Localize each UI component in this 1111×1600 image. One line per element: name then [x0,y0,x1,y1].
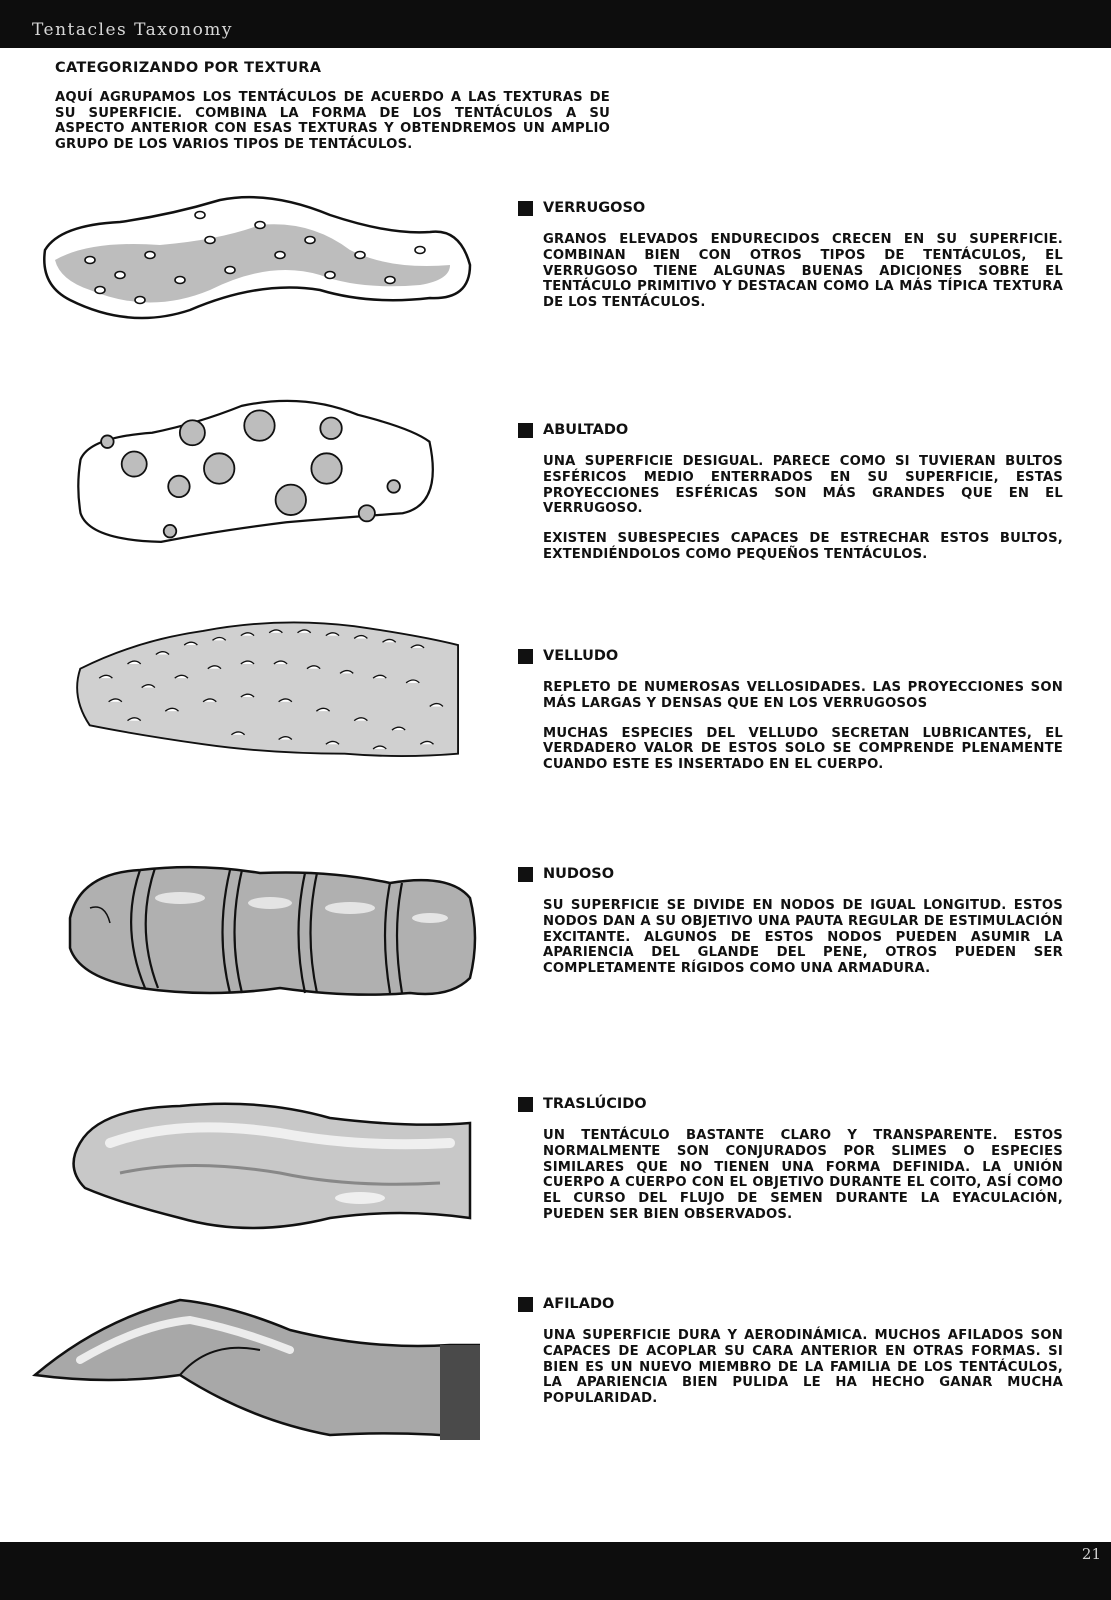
header-bar [0,0,1111,48]
abultado-label: ABULTADO [518,422,628,438]
bullet-square-icon [518,1097,533,1112]
intro-paragraph: AQUÍ AGRUPAMOS LOS TENTÁCULOS DE ACUERDO A LAS TEXTURAS DE SU SUPERFICIE. COMBINA LA FORMA DE LOS TENTÁCULOS A SU ASPECTO ANTERIOR CON ESAS TEXTURAS Y OBTENDREMOS UN AMPLIO GRUPO DE LOS VARIOS TIPOS DE TENTÁCULOS. [55,90,610,152]
verrugoso-illustration [30,180,480,350]
traslucido-label: TRASLÚCIDO [518,1096,647,1112]
page-header-title: Tentacles Taxonomy [32,20,234,40]
afilado-description: UNA SUPERFICIE DURA Y AERODINÁMICA. MUCHOS AFILADOS SON CAPACES DE ACOPLAR SU CARA ANTERIOR EN OTRAS FORMAS. SI BIEN ES UN NUEVO MIEMBRO DE LA FAMILIA DE LOS TENTÁCULOS, LA APARIENCIA BIEN PULIDA LE HA HECHO GANAR MUCHA POPULARIDAD. [543,1328,1063,1407]
abultado-illustration [30,388,480,558]
footer-bar [0,1542,1111,1600]
bullet-square-icon [518,1297,533,1312]
nudoso-illustration [30,848,480,1018]
velludo-illustration [30,612,480,782]
nudoso-label: NUDOSO [518,866,614,882]
bullet-square-icon [518,423,533,438]
verrugoso-label: VERRUGOSO [518,200,645,216]
traslucido-illustration [30,1078,480,1248]
bullet-square-icon [518,867,533,882]
afilado-illustration [30,1280,480,1450]
bullet-square-icon [518,201,533,216]
verrugoso-description: GRANOS ELEVADOS ENDURECIDOS CRECEN EN SU SUPERFICIE. COMBINAN BIEN CON OTROS TIPOS DE TENTÁCULOS, EL VERRUGOSO TIENE ALGUNAS BUENAS ADICIONES SOBRE EL TENTÁCULO PRIMITIVO Y DESTACAN COMO LA MÁS TÍPICA TEXTURA DE LOS TENTÁCULOS. [543,232,1063,311]
page-heading: CATEGORIZANDO POR TEXTURA [55,60,322,76]
afilado-label: AFILADO [518,1296,614,1312]
abultado-description: UNA SUPERFICIE DESIGUAL. PARECE COMO SI TUVIERAN BULTOS ESFÉRICOS MEDIO ENTERRADOS EN SU SUPERFICIE, ESTAS PROYECCIONES ESFÉRICAS SON MÁS GRANDES QUE EN EL VERRUGOSO. EXISTEN SUBESPECIES CAPACES DE ESTRECHAR ESTOS BULTOS, EXTENDIÉNDOLOS COMO PEQUEÑOS TENTÁCULOS. [543,454,1063,562]
velludo-description: REPLETO DE NUMEROSAS VELLOSIDADES. LAS PROYECCIONES SON MÁS LARGAS Y DENSAS QUE EN LOS VERRUGOSOS MUCHAS ESPECIES DEL VELLUDO SECRETAN LUBRICANTES, EL VERDADERO VALOR DE ESTOS SOLO SE COMPRENDE PLENAMENTE CUANDO ESTE ES INSERTADO EN EL CUERPO. [543,680,1063,773]
velludo-label: VELLUDO [518,648,618,664]
page-number: 21 [1081,1545,1101,1563]
traslucido-description: UN TENTÁCULO BASTANTE CLARO Y TRANSPARENTE. ESTOS NORMALMENTE SON CONJURADOS POR SLIMES O ESPECIES SIMILARES QUE NO TIENEN UNA FORMA DEFINIDA. LA UNIÓN CUERPO A CUERPO CON EL OBJETIVO DURANTE EL COITO, ASÍ COMO EL CURSO DEL FLUJO DE SEMEN DURANTE LA EYACULACIÓN, PUEDEN SER BIEN OBSERVADOS. [543,1128,1063,1222]
nudoso-description: SU SUPERFICIE SE DIVIDE EN NODOS DE IGUAL LONGITUD. ESTOS NODOS DAN A SU OBJETIVO UNA PAUTA REGULAR DE ESTIMULACIÓN EXCITANTE. ALGUNOS DE ESTOS NODOS PUEDEN ASUMIR LA APARIENCIA DEL GLANDE DEL PENE, OTROS PUEDEN SER COMPLETAMENTE RÍGIDOS COMO UNA ARMADURA. [543,898,1063,977]
bullet-square-icon [518,649,533,664]
